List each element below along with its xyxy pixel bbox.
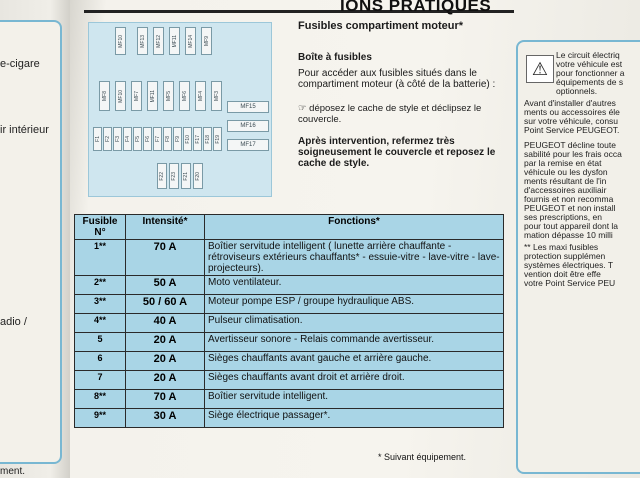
page-header-title: IONS PRATIQUES: [340, 0, 492, 15]
fuse-number-cell: 8**: [75, 390, 126, 409]
fuse-mf14: MF14: [185, 27, 196, 55]
right-column-line: fournis et non recomma: [524, 194, 614, 204]
right-column-line: ments résultant de l'in: [524, 176, 607, 186]
header-intensity: Intensité*: [126, 215, 205, 240]
fuse-f22: F22: [157, 163, 167, 189]
footnote: * Suivant équipement.: [378, 452, 467, 462]
left-line-2: ir intérieur: [0, 124, 49, 136]
section-title: Fusibles compartiment moteur*: [298, 20, 464, 32]
fuse-mf6: MF6: [179, 81, 190, 111]
right-column-line: votre Point Service PEU: [524, 278, 616, 288]
table-row: [75, 333, 504, 352]
intensity-cell: 20 A: [126, 352, 205, 371]
right-column-line: véhicule ou les dysfon: [524, 167, 608, 177]
table-row: [75, 371, 504, 390]
fuse-mf17: MF17: [227, 139, 269, 151]
fuse-number-cell: 5: [75, 333, 126, 352]
right-column-line: sabilité pour les frais occa: [524, 149, 622, 159]
function-cell: Boîtier servitude intelligent.: [205, 390, 504, 409]
fuse-f3: F3: [113, 127, 122, 151]
intensity-cell: 20 A: [126, 371, 205, 390]
intensity-cell: 20 A: [126, 333, 205, 352]
warning-icon: ⚠: [526, 55, 554, 83]
right-column-line: PEUGEOT décline toute: [524, 140, 616, 150]
fuse-f18: F18: [203, 127, 212, 151]
section-subtitle: Boîte à fusibles: [298, 52, 372, 63]
fuse-f4: F4: [123, 127, 132, 151]
right-column-line: systèmes électriques. T: [524, 260, 614, 270]
right-column-line: Point Service PEUGEOT.: [524, 125, 620, 135]
intensity-cell: 50 A: [126, 276, 205, 295]
fuse-mf7: MF7: [131, 81, 142, 111]
fuse-f1: F1: [93, 127, 102, 151]
intensity-cell: 50 / 60 A: [126, 295, 205, 314]
right-column-line: par la remise en état: [524, 158, 602, 168]
fuse-mf12: MF12: [153, 27, 164, 55]
header-functions: Fonctions*: [205, 215, 504, 240]
right-column-line: votre véhicule est: [556, 59, 623, 69]
right-column-line: pour tout appareil dont la: [524, 221, 619, 231]
function-cell: Sièges chauffants avant gauche et arrière gauche.: [205, 352, 504, 371]
fuse-number-cell: 2**: [75, 276, 126, 295]
fuse-mf9a: MF9: [201, 27, 212, 55]
fuse-mf8: MF8: [99, 81, 110, 111]
left-page: [0, 0, 72, 478]
left-bottom-text: ment.: [0, 466, 26, 477]
warning-paragraph: Après intervention, refermez très soigneusement le couvercle et reposez le cache de style.: [298, 136, 496, 169]
intensity-cell: 70 A: [126, 390, 205, 409]
fuse-number-cell: 7: [75, 371, 126, 390]
right-column-line: mation dépasse 10 milli: [524, 230, 613, 240]
fuse-mf11b: MF11: [147, 81, 158, 111]
left-line-1: e-cigare: [0, 58, 40, 70]
fuse-mf15: MF15: [227, 101, 269, 113]
fuse-mf11a: MF11: [169, 27, 180, 55]
table-row: [75, 409, 504, 428]
fuse-f21: F21: [181, 163, 191, 189]
fuse-mf10b: MF10: [115, 81, 126, 111]
right-column-line: protection supplémen: [524, 251, 606, 261]
fuse-f7: F7: [153, 127, 162, 151]
fuse-box-diagram: [88, 22, 272, 197]
instruction-paragraph: ☞ déposez le cache de style et déclipsez le couvercle.: [298, 103, 482, 125]
right-column-line: PEUGEOT et non install: [524, 203, 616, 213]
fuse-mf5: MF5: [163, 81, 174, 111]
fuse-f17: F17: [193, 127, 202, 151]
table-row: [75, 276, 504, 295]
function-cell: Avertisseur sonore - Relais commande avertisseur.: [205, 333, 504, 352]
fuse-f5: F5: [133, 127, 142, 151]
intensity-cell: 70 A: [126, 240, 205, 276]
fuse-number-cell: 4**: [75, 314, 126, 333]
fuse-f9: F9: [173, 127, 182, 151]
fuse-f6: F6: [143, 127, 152, 151]
fuse-table: [74, 214, 504, 428]
left-line-3: adio /: [0, 316, 27, 328]
function-cell: Moto ventilateur.: [205, 276, 504, 295]
right-column-line: Avant d'installer d'autres: [524, 98, 616, 108]
right-column-line: sur votre véhicule, consu: [524, 116, 619, 126]
fuse-f19: F19: [213, 127, 222, 151]
fuse-number-cell: 6: [75, 352, 126, 371]
fuse-mf3: MF3: [211, 81, 222, 111]
fuse-number-cell: 1**: [75, 240, 126, 276]
right-column-line: d'accessoires auxiliair: [524, 185, 607, 195]
right-column-line: ments ou accessoires éle: [524, 107, 620, 117]
access-paragraph: Pour accéder aux fusibles situés dans le compartiment moteur (à côté de la batterie) :: [298, 68, 496, 90]
fuse-f23: F23: [169, 163, 179, 189]
fuse-mf10a: MF10: [115, 27, 126, 55]
function-cell: Boîtier servitude intelligent ( lunette arrière chauffante - rétroviseurs extérieurs chauffants* - essuie-vitre - lave-vitre - lave-projecteurs).: [205, 240, 504, 276]
function-cell: Siège électrique passager*.: [205, 409, 504, 428]
table-row: [75, 240, 504, 276]
right-column-line: vention doit être effe: [524, 269, 601, 279]
fuse-mf13: MF13: [137, 27, 148, 55]
header-fuse-number: Fusible N°: [75, 215, 126, 240]
function-cell: Pulseur climatisation.: [205, 314, 504, 333]
right-column-line: ses prescriptions, en: [524, 212, 602, 222]
fuse-mf16: MF16: [227, 120, 269, 132]
table-row: [75, 352, 504, 371]
right-column-line: ** Les maxi fusibles: [524, 242, 599, 252]
function-cell: Moteur pompe ESP / groupe hydraulique ABS.: [205, 295, 504, 314]
table-row: [75, 390, 504, 409]
fuse-number-cell: 9**: [75, 409, 126, 428]
fuse-f20: F20: [193, 163, 203, 189]
right-column-line: équipements de s: [556, 77, 624, 87]
fuse-mf4: MF4: [195, 81, 206, 111]
fuse-number-cell: 3**: [75, 295, 126, 314]
fuse-f2: F2: [103, 127, 112, 151]
table-row: [75, 314, 504, 333]
fuse-f10: F10: [183, 127, 192, 151]
intensity-cell: 40 A: [126, 314, 205, 333]
right-column-line: Le circuit électriq: [556, 50, 620, 60]
table-row: [75, 295, 504, 314]
left-page-frame: [0, 20, 62, 464]
intensity-cell: 30 A: [126, 409, 205, 428]
fuse-f8: F8: [163, 127, 172, 151]
right-column-line: optionnels.: [556, 86, 598, 96]
right-column-line: pour fonctionner a: [556, 68, 625, 78]
function-cell: Sièges chauffants avant droit et arrière droit.: [205, 371, 504, 390]
